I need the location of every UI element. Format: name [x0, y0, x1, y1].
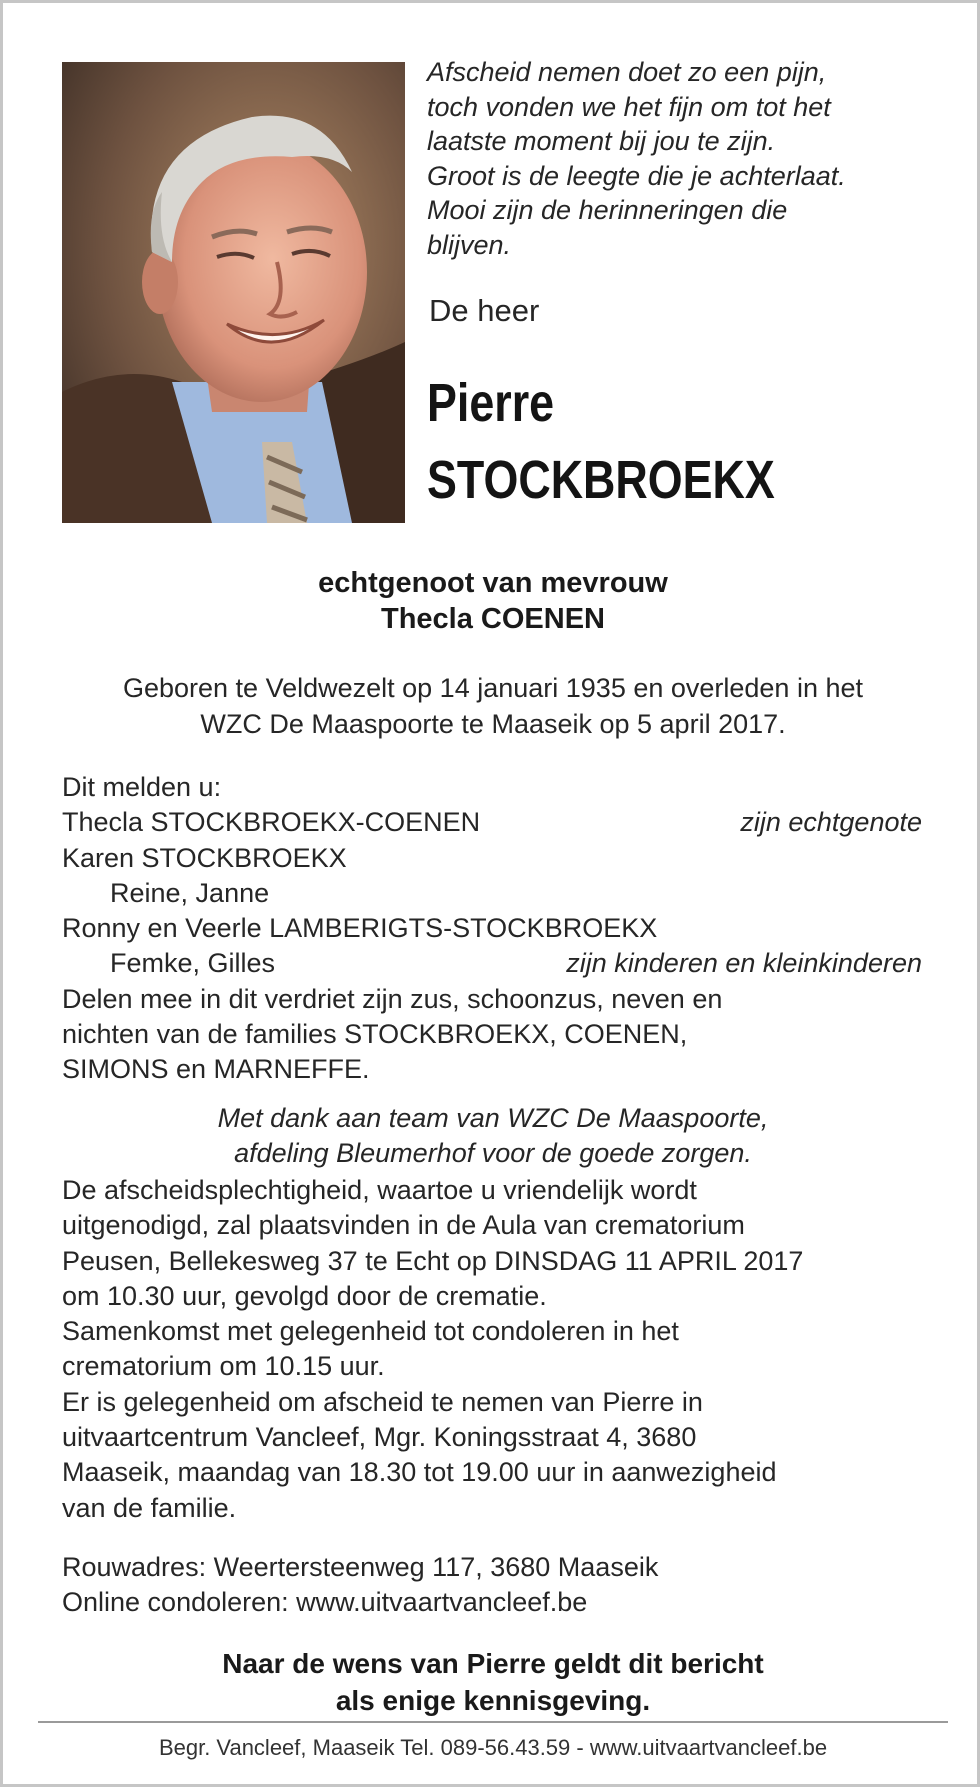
- death-line: WZC De Maaspoorte te Maaseik op 5 april 2017.: [200, 709, 786, 739]
- poem-line: Groot is de leegte die je achterlaat.: [427, 160, 846, 191]
- poem: [427, 55, 967, 262]
- footer-credit: Begr. Vancleef, Maaseik Tel. 089-56.43.59 - www.uitvaartvancleef.be: [158, 1735, 828, 1760]
- contact-info: [62, 1550, 922, 1621]
- birth-line: Geboren te Veldwezelt op 14 januari 1935 en overleden in het: [122, 673, 864, 703]
- ceremony-line: om 10.30 uur, gevolgd door de crematie.: [62, 1280, 547, 1311]
- announcer-row: [62, 911, 922, 946]
- closing-note: [3, 1645, 980, 1719]
- poem-line: blijven.: [427, 229, 512, 260]
- ceremony-line: Er is gelegenheid om afscheid te nemen van Pierre in: [62, 1386, 703, 1417]
- family-line: Delen mee in dit verdriet zijn zus, schoonzus, neven en: [62, 983, 723, 1014]
- online-condolences: Online condoleren: www.uitvaartvancleef.be: [62, 1587, 588, 1618]
- announcer-row: [62, 946, 922, 981]
- poem-line: toch vonden we het fijn om tot het: [427, 91, 831, 122]
- mourning-address: Rouwadres: Weertersteenweg 117, 3680 Maaseik: [62, 1552, 659, 1582]
- announcer-name: Karen STOCKBROEKX: [62, 842, 347, 873]
- thanks-line: Met dank aan team van WZC De Maaspoorte,: [217, 1103, 769, 1133]
- salutation: De heer: [429, 293, 540, 328]
- closing-line: Naar de wens van Pierre geldt dit bericht: [222, 1648, 764, 1679]
- spouse-name: Thecla COENEN: [381, 603, 605, 635]
- portrait-illustration: [62, 62, 405, 523]
- closing-line: als enige kennisgeving.: [335, 1685, 651, 1716]
- spouse-intro: echtgenoot van mevrouw: [318, 567, 668, 599]
- announcers-intro: Dit melden u:: [62, 772, 222, 802]
- last-name: STOCKBROEKX: [427, 450, 775, 510]
- family-line: SIMONS en MARNEFFE.: [62, 1054, 370, 1085]
- announcer-name: Ronny en Veerle LAMBERIGTS-STOCKBROEKX: [62, 913, 658, 944]
- deceased-name: [427, 365, 775, 519]
- ceremony-line: Peusen, Bellekesweg 37 te Echt op DINSDAG 11 APRIL 2017: [62, 1245, 804, 1276]
- ceremony-line: crematorium om 10.15 uur.: [62, 1351, 385, 1382]
- announcer-name: Femke, Gilles: [110, 948, 276, 979]
- ceremony-line: uitvaartcentrum Vancleef, Mgr. Koningsstraat 4, 3680: [62, 1422, 697, 1453]
- ceremony-line: van de familie.: [62, 1492, 237, 1523]
- birth-death-info: [3, 670, 980, 742]
- announcer-row: [62, 841, 922, 876]
- announcer-relation: zijn kinderen en kleinkinderen: [566, 948, 922, 979]
- footer-divider: [38, 1721, 948, 1723]
- announcer-relation: zijn echtgenote: [740, 807, 922, 838]
- poem-line: Mooi zijn de herinneringen die: [427, 195, 788, 225]
- announcers: [62, 770, 922, 1088]
- announcer-name: Thecla STOCKBROEKX-COENEN: [62, 807, 481, 838]
- poem-line: laatste moment bij jou te zijn.: [427, 126, 776, 156]
- thanks-note: [3, 1101, 980, 1171]
- thanks-line: afdeling Bleumerhof voor de goede zorgen.: [234, 1138, 752, 1168]
- ceremony-line: uitgenodigd, zal plaatsvinden in de Aula van crematorium: [62, 1210, 745, 1241]
- poem-line: Afscheid nemen doet zo een pijn,: [427, 57, 827, 87]
- announcer-name: Reine, Janne: [110, 877, 270, 908]
- spouse-line: [3, 565, 980, 637]
- ceremony-line: Maaseik, maandag van 18.30 tot 19.00 uur in aanwezigheid: [62, 1457, 777, 1488]
- first-name: Pierre: [427, 373, 555, 433]
- announcer-row: [62, 876, 922, 911]
- ceremony-details: [62, 1173, 922, 1526]
- announcer-row: [62, 805, 922, 840]
- ceremony-line: De afscheidsplechtigheid, waartoe u vriendelijk wordt: [62, 1175, 697, 1205]
- family-line: nichten van de families STOCKBROEKX, COENEN,: [62, 1019, 688, 1050]
- ceremony-line: Samenkomst met gelegenheid tot condoleren in het: [62, 1316, 679, 1347]
- portrait-photo: [62, 62, 405, 523]
